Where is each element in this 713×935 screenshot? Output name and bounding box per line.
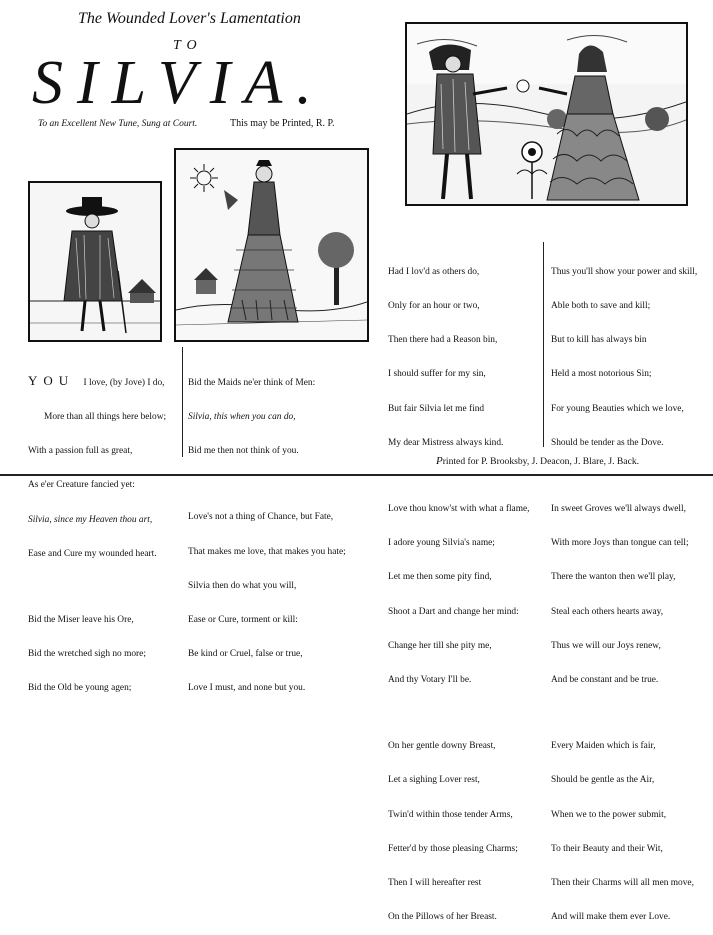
verse-line: Love's not a thing of Chance, but Fate, bbox=[188, 512, 334, 523]
verse-line: Silvia, this when you can do, bbox=[188, 412, 296, 423]
verse-line: Love I must, and none but you. bbox=[188, 683, 306, 694]
verse-line: When we to the power submit, bbox=[551, 809, 667, 820]
verse-column-1 bbox=[28, 352, 166, 706]
verse-line: More than all things here below; bbox=[44, 412, 167, 423]
verse-line: And thy Votary I'll be. bbox=[388, 675, 472, 686]
verse-line: Able both to save and kill; bbox=[551, 301, 651, 312]
verse-line: There the wanton then we'll play, bbox=[551, 572, 676, 583]
tune-subtitle: To an Excellent New Tune, Sung at Court. bbox=[38, 119, 198, 129]
verse-line: Bid the Maids ne'er think of Men: bbox=[188, 377, 316, 388]
imprimatur: This may be Printed, R. P. bbox=[230, 118, 335, 129]
verse-line: As e'er Creature fancied yet: bbox=[28, 480, 135, 491]
verse-line: With more Joys than tongue can tell; bbox=[551, 538, 689, 549]
verse-line: Every Maiden which is fair, bbox=[551, 741, 656, 752]
verse-line: But to kill has always bin bbox=[551, 335, 647, 346]
verse-column-2 bbox=[188, 355, 346, 706]
verse-line: Steal each others hearts away, bbox=[551, 606, 664, 617]
verse-line: Then I will hereafter rest bbox=[388, 877, 482, 888]
column-divider bbox=[543, 242, 544, 447]
verse-line: On her gentle downy Breast, bbox=[388, 741, 496, 752]
verse-line: On the Pillows of her Breast. bbox=[388, 912, 497, 923]
verse-line: In sweet Groves we'll always dwell, bbox=[551, 503, 686, 514]
verse-column-3 bbox=[388, 244, 530, 935]
woodcut-lady-image bbox=[174, 148, 369, 342]
verse-line: Bid me then not think of you. bbox=[188, 446, 299, 457]
verse-line: Bid the wretched sigh no more; bbox=[28, 649, 146, 660]
verse-line: Change her till she pity me, bbox=[388, 640, 492, 651]
ballad-title-line1: The Wounded Lover's Lamentation bbox=[78, 10, 301, 27]
verse-line: Only for an hour or two, bbox=[388, 301, 480, 312]
verse-line: Let me then some pity find, bbox=[388, 572, 492, 583]
ballad-title-line2: TO bbox=[173, 38, 203, 53]
verse-line: Love thou know'st with what a flame, bbox=[388, 503, 530, 514]
printer-colophon bbox=[436, 455, 639, 467]
woodcut-gentleman-image bbox=[28, 181, 162, 342]
verse-line: And be constant and be true. bbox=[551, 675, 659, 686]
verse-line: Twin'd within those tender Arms, bbox=[388, 809, 513, 820]
verse-line: Bid the Miser leave his Ore, bbox=[28, 614, 134, 625]
verse-line: Should be gentle as the Air, bbox=[551, 775, 655, 786]
verse-line: Then their Charms will all men move, bbox=[551, 877, 694, 888]
verse-line: Ease or Cure, torment or kill: bbox=[188, 614, 298, 625]
verse-line: Held a most notorious Sin; bbox=[551, 369, 652, 380]
verse-line: Thus we will our Joys renew, bbox=[551, 640, 661, 651]
column-divider bbox=[182, 347, 183, 457]
verse-line: Bid the Old be young agen; bbox=[28, 683, 132, 694]
verse-line: I love, (by Jove) I do, bbox=[83, 377, 165, 388]
verse-line: Let a sighing Lover rest, bbox=[388, 775, 480, 786]
printer-text: rinted for P. Brooksby, J. Deacon, J. Blare, J. Back. bbox=[442, 456, 640, 467]
verse-line: Be kind or Cruel, false or true, bbox=[188, 649, 303, 660]
verse-line: I should suffer for my sin, bbox=[388, 369, 486, 380]
verse-line: Silvia then do what you will, bbox=[188, 580, 297, 591]
verse-line: To their Beauty and their Wit, bbox=[551, 843, 663, 854]
verse-line: Ease and Cure my wounded heart. bbox=[28, 548, 157, 559]
verse-line: Had I lov'd as others do, bbox=[388, 266, 480, 277]
verse-line: Silvia, since my Heaven thou art, bbox=[28, 514, 153, 525]
printer-initial: P bbox=[436, 455, 443, 467]
ballad-title-main: SILVIA. bbox=[32, 49, 326, 117]
verse-line: But fair Silvia let me find bbox=[388, 403, 485, 414]
bottom-rule bbox=[0, 474, 713, 476]
woodcut-couple-image bbox=[405, 22, 688, 206]
verse-line: With a passion full as great, bbox=[28, 446, 133, 457]
verse-line: For young Beauties which we love, bbox=[551, 403, 684, 414]
verse-line: Thus you'll show your power and skill, bbox=[551, 266, 698, 277]
verse-line: Should be tender as the Dove. bbox=[551, 437, 664, 448]
verse-line: I adore young Silvia's name; bbox=[388, 538, 495, 549]
verse-line: Then there had a Reason bin, bbox=[388, 335, 498, 346]
verse-column-4 bbox=[551, 244, 697, 935]
verse-line: That makes me love, that makes you hate; bbox=[188, 546, 346, 557]
verse-line: Fetter'd by those pleasing Charms; bbox=[388, 843, 518, 854]
drop-capital: YOU bbox=[28, 372, 75, 388]
verse-line: Shoot a Dart and change her mind: bbox=[388, 606, 519, 617]
verse-line: And will make them ever Love. bbox=[551, 912, 671, 923]
verse-line: My dear Mistress always kind. bbox=[388, 437, 504, 448]
